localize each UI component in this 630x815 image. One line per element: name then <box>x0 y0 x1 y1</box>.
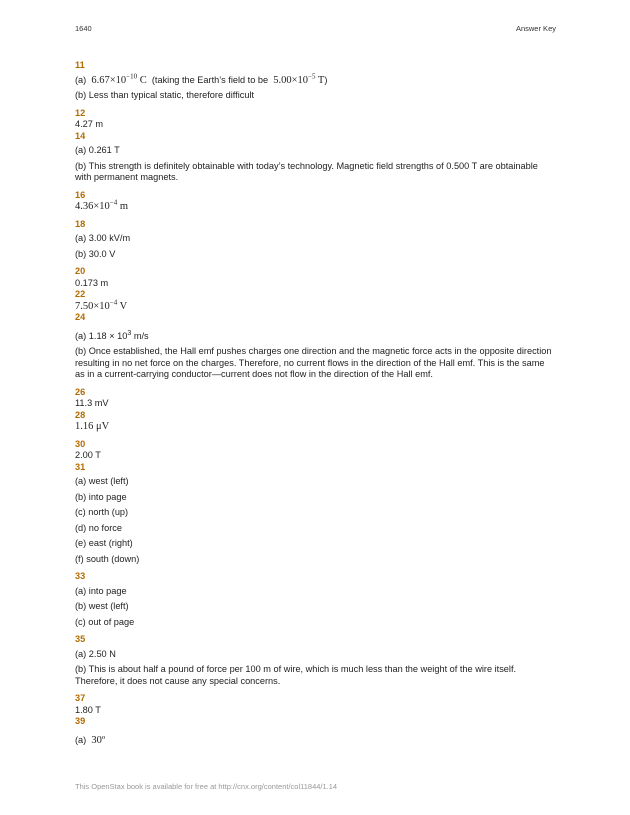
answer-number: 12 <box>75 107 86 118</box>
answer-part: (f) south (down) <box>75 553 140 564</box>
answer-value: 2.00 T <box>75 450 101 460</box>
answer-number: 20 <box>75 266 86 276</box>
note: (taking the Earth’s field to be <box>151 74 269 85</box>
answer-number: 16 <box>75 189 86 200</box>
answer-part: (a) $6.67\times 10^{-10}$ C (taking the Earth’s field to be $5.00\times 10^{-5}$ T) <box>75 72 328 86</box>
answer-part: (b) This strength is definitely obtainable with today’s technology. Magnetic field strengths of 0.500 T are obtainable with permanent magnets. <box>75 160 538 182</box>
answer-part: (b) Less than typical static, therefore difficult <box>75 90 255 100</box>
answer-part: (c) out of page <box>75 616 135 627</box>
answer-part: (a) 2.50 N <box>75 648 116 659</box>
answer-number: 26 <box>75 386 86 397</box>
answer-part: (c) north (up) <box>75 507 129 517</box>
math-value: $4.36\times 10^{-4}$ m <box>75 198 129 212</box>
answer-number: 14 <box>75 130 86 141</box>
answer-part: (a) 0.261 T <box>75 145 120 155</box>
answer-part: (a) west (left) <box>75 476 129 486</box>
answer-part: (b) 30.0 V <box>75 248 116 259</box>
answer-value: 11.3 mV <box>75 398 109 408</box>
answer-number: 35 <box>75 634 86 644</box>
answer-part: (a) 3.00 kV/m <box>75 233 131 243</box>
answer-number: 18 <box>75 218 86 229</box>
answer-part: (a) 30º <box>75 734 106 746</box>
footer-note: This OpenStax book is available for free at http://cnx.org/content/col11844/1.14 <box>75 782 338 791</box>
part-label: (a) <box>75 74 87 85</box>
answer-part: (a) $1.18 \times 10^3$ m/s <box>75 329 149 341</box>
math-value: 1.16 μV <box>75 421 110 432</box>
math-value: $5.00\times 10^{-5}$ T <box>273 72 325 86</box>
answer-number: 31 <box>75 461 86 472</box>
answer-part: (b) into page <box>75 491 127 502</box>
answer-value: 1.80 T <box>75 704 101 715</box>
answer-part: (b) west (left) <box>75 601 129 611</box>
answer-part: (e) east (right) <box>75 538 133 548</box>
answer-number: 37 <box>75 693 86 703</box>
math-value: $6.67\times 10^{-10}$ C <box>91 72 147 86</box>
answer-number: 28 <box>75 409 86 420</box>
answer-number: 39 <box>75 716 86 726</box>
answer-part: (a) into page <box>75 585 127 596</box>
section-title: Answer Key <box>515 24 556 33</box>
math-value: $7.50\times 10^{-4}$ V <box>75 298 128 312</box>
answer-number: 24 <box>75 312 86 322</box>
answer-value: 4.27 m <box>75 119 104 129</box>
answer-value: 0.173 m <box>75 277 109 288</box>
answer-key-content <box>75 60 555 750</box>
answer-number: 30 <box>75 438 86 449</box>
page-number: 1640 <box>75 24 92 33</box>
answer-part: (b) This is about half a pound of force per 100 m of wire, which is much less than the weight of the wire itself. Therefore, it does not cause any special concerns. <box>75 664 517 686</box>
answer-number: 11 <box>75 60 85 70</box>
answer-part: (b) Once established, the Hall emf pushes charges one direction and the magnetic force acts in the opposite direction resulting in no net force on the charges. Therefore, no current flows in the direction of the Hall emf. This is the same as in a current-carrying conductor—current does not flow in the direction of the Hall emf. <box>75 346 552 379</box>
answer-number: 22 <box>75 289 86 299</box>
answer-part: (d) no force <box>75 522 122 533</box>
answer-number: 33 <box>75 571 86 581</box>
